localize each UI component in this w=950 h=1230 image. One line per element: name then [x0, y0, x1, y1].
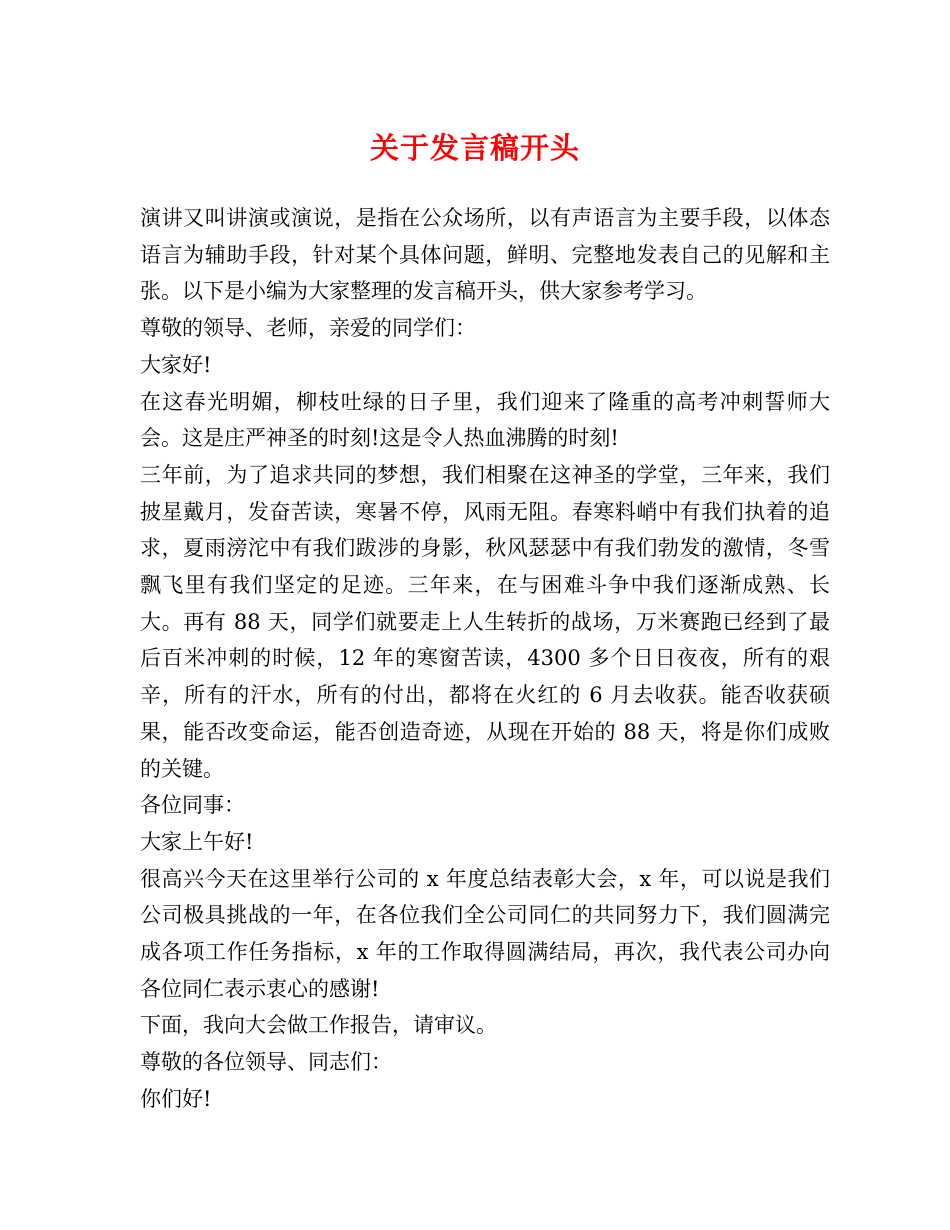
paragraph-greeting-2: 大家上午好! [140, 829, 254, 854]
paragraph-salutation-leaders: 尊敬的各位领导、同志们： [140, 1050, 392, 1075]
paragraph-greeting-1: 大家好! [140, 352, 212, 377]
paragraph-rally-opening: 在这春光明媚，柳枝吐绿的日子里，我们迎来了隆重的高考冲刺誓师大会。这是庄严神圣的时刻!这是令人热血沸腾的时刻! [140, 389, 830, 451]
paragraph-report: 下面，我向大会做工作报告，请审议。 [140, 1013, 497, 1038]
paragraph-three-years: 三年前，为了追求共同的梦想，我们相聚在这神圣的学堂，三年来，我们披星戴月，发奋苦读，寒暑不停，风雨无阻。春寒料峭中有我们执着的追求，夏雨滂沱中有我们跋涉的身影，秋风瑟瑟中有我们勃发的激情，冬雪飘飞里有我们坚定的足迹。三年来，在与困难斗争中我们逐渐成熟、长大。再有 88 天，同学们就要走上人生转折的战场，万米赛跑已经到了最后百米冲刺的时候，12 年的寒窗苦读，4300 多个日日夜夜，所有的艰辛，所有的汗水，所有的付出，都将在火红的 6 月去收获。能否收获硕果，能否改变命运，能否创造奇迹，从现在开始的 88 天，将是你们成败的关键。 [140, 462, 830, 781]
paragraph-salutation-colleagues: 各位同事： [140, 793, 245, 818]
document-title: 关于发言稿开头 [369, 131, 580, 165]
paragraph-greeting-3: 你们好! [140, 1086, 212, 1111]
paragraph-intro: 演讲又叫讲演或演说，是指在公众场所，以有声语言为主要手段，以体态语言为辅助手段，针对某个具体问题，鲜明、完整地发表自己的见解和主张。以下是小编为大家整理的发言稿开头，供大家参考学习。 [140, 206, 830, 304]
paragraph-salutation-students: 尊敬的领导、老师，亲爱的同学们： [140, 316, 476, 341]
document-body [140, 200, 830, 1118]
paragraph-annual-meeting: 很高兴今天在这里举行公司的 x 年度总结表彰大会，x 年，可以说是我们公司极具挑战的一年，在各位我们全公司同仁的共同努力下，我们圆满完成各项工作任务指标，x 年的工作取得圆满结局，再次，我代表公司办向各位同仁表示衷心的感谢! [140, 866, 830, 1001]
